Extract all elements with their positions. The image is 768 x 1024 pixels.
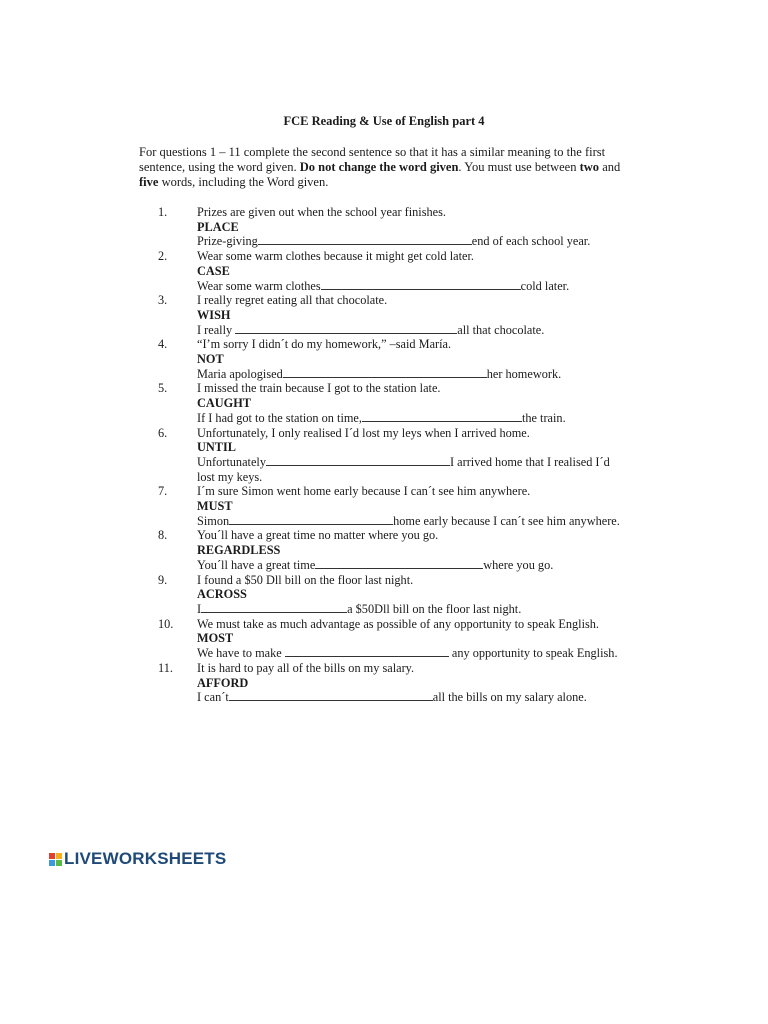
answer-prefix: Prize-giving	[197, 234, 258, 249]
key-word: MUST	[197, 499, 233, 514]
question-sentence: Unfortunately, I only realised I´d lost my leys when I arrived home.	[197, 425, 530, 440]
question-number: 3.	[158, 293, 168, 308]
answer-suffix: I arrived home that I realised I´d lost my keys.	[197, 454, 610, 484]
logo-grid-icon	[49, 853, 62, 866]
answer-prefix: Simon	[197, 513, 230, 528]
answer-prefix: I	[197, 601, 202, 616]
question-number: 2.	[158, 249, 168, 264]
question-number: 11.	[158, 660, 173, 675]
answer-suffix: her homework.	[486, 366, 562, 381]
answer-prefix: You´ll have a great time	[197, 557, 316, 572]
question-sentence: “I’m sorry I didn´t do my homework,” –said María.	[197, 337, 452, 352]
key-word: WISH	[197, 307, 231, 322]
question-sentence: I found a $50 Dll bill on the floor last night.	[197, 572, 414, 587]
question-7	[0, 484, 768, 528]
instructions	[139, 145, 629, 190]
answer-prefix: Unfortunately	[197, 454, 266, 469]
question-9	[0, 573, 768, 617]
question-5	[0, 381, 768, 425]
answer-suffix: home early because I can´t see him anywhere.	[393, 513, 620, 528]
answer-line	[197, 323, 627, 338]
answer-line	[197, 279, 627, 294]
question-6	[0, 426, 768, 485]
answer-suffix: all the bills on my salary alone.	[432, 690, 587, 705]
key-word: PLACE	[197, 219, 239, 234]
question-number: 8.	[158, 528, 168, 543]
question-3	[0, 293, 768, 337]
answer-suffix: any opportunity to speak English.	[448, 646, 618, 661]
answer-line	[197, 455, 627, 484]
answer-prefix: Wear some warm clothes	[197, 278, 321, 293]
answer-suffix: where you go.	[483, 557, 554, 572]
logo-square-green	[56, 860, 62, 866]
answer-prefix: If I had got to the station on time,	[197, 410, 362, 425]
answer-suffix: end of each school year.	[471, 234, 591, 249]
liveworksheets-logo	[49, 850, 226, 868]
answer-gap[interactable]	[321, 280, 521, 290]
key-word: UNTIL	[197, 440, 236, 455]
key-word: REGARDLESS	[197, 543, 281, 558]
answer-gap[interactable]	[258, 235, 472, 245]
answer-line	[197, 411, 627, 426]
question-sentence: You´ll have a great time no matter where you go.	[197, 528, 439, 543]
answer-suffix: a $50Dll bill on the floor last night.	[347, 601, 522, 616]
question-4	[0, 337, 768, 381]
question-list	[0, 205, 768, 705]
answer-gap[interactable]	[229, 515, 393, 525]
question-sentence: Wear some warm clothes because it might get cold later.	[197, 249, 474, 264]
answer-suffix: the train.	[521, 410, 566, 425]
key-word: CASE	[197, 263, 230, 278]
answer-suffix: all that chocolate.	[457, 322, 545, 337]
answer-line	[197, 602, 627, 617]
question-10	[0, 617, 768, 661]
question-sentence: It is hard to pay all of the bills on my salary.	[197, 660, 415, 675]
answer-line	[197, 234, 627, 249]
key-word: AFFORD	[197, 675, 249, 690]
instructions-bold-3: five	[139, 175, 159, 189]
answer-line	[197, 558, 627, 573]
question-sentence: I´m sure Simon went home early because I can´t see him anywhere.	[197, 484, 531, 499]
key-word: NOT	[197, 352, 224, 367]
question-sentence: I missed the train because I got to the station late.	[197, 381, 441, 396]
instructions-text-3: and	[599, 160, 621, 174]
instructions-bold-1: Do not change the word given	[299, 160, 459, 174]
question-sentence: I really regret eating all that chocolate.	[197, 293, 388, 308]
instructions-text-4: words, including the Word given.	[158, 175, 329, 189]
answer-line	[197, 367, 627, 382]
question-number: 1.	[158, 205, 168, 219]
answer-gap[interactable]	[201, 603, 347, 613]
key-word: ACROSS	[197, 587, 247, 602]
question-number: 6.	[158, 425, 168, 440]
answer-line	[197, 646, 627, 661]
logo-square-blue	[49, 860, 55, 866]
answer-gap[interactable]	[235, 324, 457, 334]
answer-gap[interactable]	[285, 647, 449, 657]
answer-gap[interactable]	[266, 456, 450, 466]
answer-prefix: Maria apologised	[197, 366, 283, 381]
answer-gap[interactable]	[362, 412, 522, 422]
answer-gap[interactable]	[229, 691, 433, 701]
question-2	[0, 249, 768, 293]
question-sentence: We must take as much advantage as possible of any opportunity to speak English.	[197, 616, 599, 631]
question-number: 10.	[158, 616, 174, 631]
question-1	[0, 205, 768, 249]
question-number: 9.	[158, 572, 168, 587]
question-number: 4.	[158, 337, 168, 352]
logo-square-yellow	[56, 853, 62, 859]
question-number: 5.	[158, 381, 168, 396]
answer-suffix: cold later.	[520, 278, 570, 293]
answer-gap[interactable]	[315, 559, 483, 569]
instructions-text-1: For questions 1 – 11 complete the second sentence so that it has a similar meaning to the first sentence, using the word given.	[139, 145, 606, 174]
key-word: MOST	[197, 631, 234, 646]
key-word: CAUGHT	[197, 396, 251, 411]
question-sentence: Prizes are given out when the school year finishes.	[197, 205, 446, 219]
answer-line	[197, 514, 627, 529]
question-8	[0, 528, 768, 572]
question-11	[0, 661, 768, 705]
answer-prefix: I can´t	[197, 690, 229, 705]
question-number: 7.	[158, 484, 168, 499]
page-title: FCE Reading & Use of English part 4	[283, 114, 485, 128]
answer-gap[interactable]	[283, 368, 487, 378]
instructions-bold-2: two	[579, 160, 600, 174]
answer-line	[197, 690, 627, 705]
logo-text: LIVEWORKSHEETS	[64, 849, 227, 868]
answer-prefix: We have to make	[197, 646, 285, 661]
answer-prefix: I really	[197, 322, 236, 337]
instructions-text-2: . You must use between	[458, 160, 580, 174]
logo-square-red	[49, 853, 55, 859]
